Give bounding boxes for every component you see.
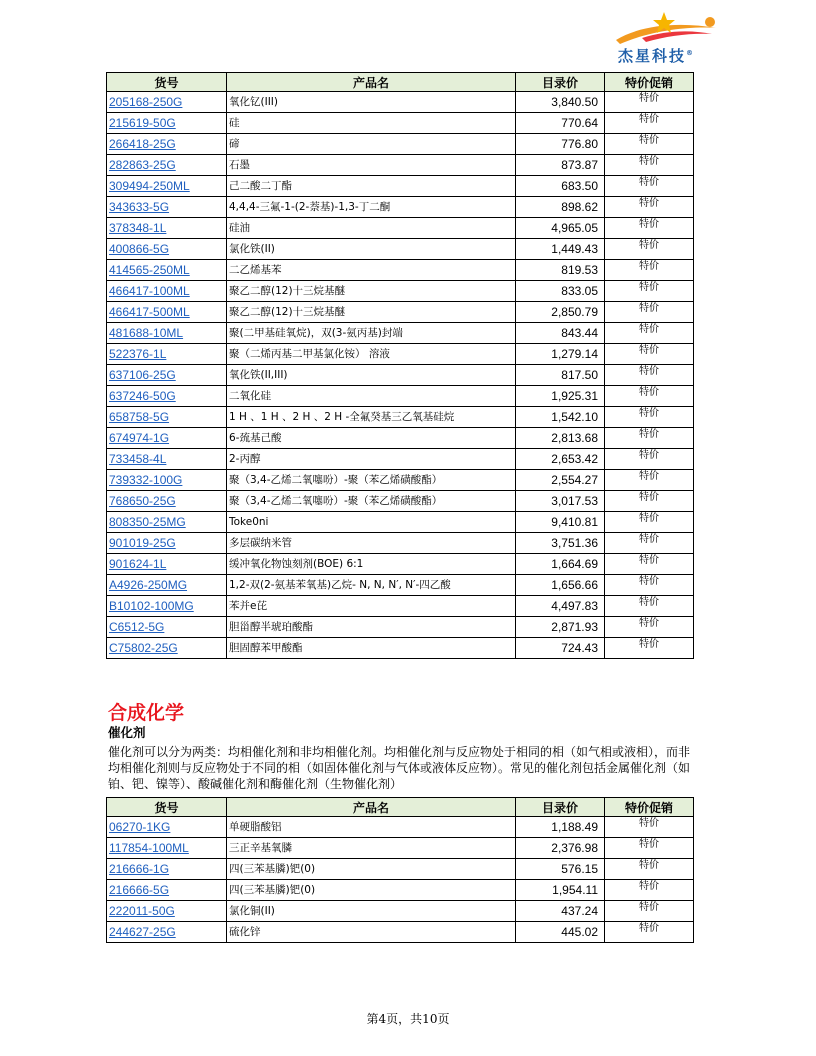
- product-code-link[interactable]: 117854-100ML: [107, 838, 227, 859]
- promo-label: 特价: [605, 176, 694, 197]
- product-code-link[interactable]: 658758-5G: [107, 407, 227, 428]
- table-row: [107, 859, 694, 880]
- product-code-link[interactable]: 309494-250ML: [107, 176, 227, 197]
- header-code: 货号: [107, 73, 227, 92]
- table-row: [107, 512, 694, 533]
- product-name: 二氧化硅: [227, 386, 516, 407]
- page-footer: 第4页，共10页: [366, 1012, 450, 1026]
- catalog-price: 819.53: [516, 260, 605, 281]
- header-price: 目录价: [516, 798, 605, 817]
- catalog-price: 4,965.05: [516, 218, 605, 239]
- catalog-price: 4,497.83: [516, 596, 605, 617]
- product-name: 碲: [227, 134, 516, 155]
- product-code-link[interactable]: 266418-25G: [107, 134, 227, 155]
- product-name: 硫化锌: [227, 922, 516, 943]
- table-row: [107, 239, 694, 260]
- promo-label: 特价: [605, 901, 694, 922]
- product-code-link[interactable]: 901019-25G: [107, 533, 227, 554]
- promo-label: 特价: [605, 470, 694, 491]
- product-code-link[interactable]: 637246-50G: [107, 386, 227, 407]
- product-name: 胆固醇苯甲酸酯: [227, 638, 516, 659]
- promo-label: 特价: [605, 155, 694, 176]
- promo-label: 特价: [605, 859, 694, 880]
- table-row: [107, 617, 694, 638]
- table-row: [107, 491, 694, 512]
- promo-label: 特价: [605, 239, 694, 260]
- table-row: [107, 533, 694, 554]
- product-name: Toke0ni: [227, 512, 516, 533]
- product-code-link[interactable]: 739332-100G: [107, 470, 227, 491]
- catalog-price: 843.44: [516, 323, 605, 344]
- table-row: [107, 155, 694, 176]
- product-name: 苯并e芘: [227, 596, 516, 617]
- product-name: 聚（3,4-乙烯二氧噻吩）-聚（苯乙烯磺酸酯）: [227, 491, 516, 512]
- section-subtitle: 催化剂: [108, 725, 146, 740]
- promo-label: 特价: [605, 113, 694, 134]
- catalog-price: 445.02: [516, 922, 605, 943]
- table-row: [107, 817, 694, 838]
- table-row: [107, 449, 694, 470]
- product-code-link[interactable]: 522376-1L: [107, 344, 227, 365]
- table-header-row: [107, 73, 694, 92]
- product-name: 四(三苯基膦)钯(0): [227, 859, 516, 880]
- catalog-price: 2,376.98: [516, 838, 605, 859]
- header-code: 货号: [107, 798, 227, 817]
- promo-label: 特价: [605, 596, 694, 617]
- catalog-price: 776.80: [516, 134, 605, 155]
- product-table: [106, 72, 694, 659]
- product-code-link[interactable]: 205168-250G: [107, 92, 227, 113]
- table-row: [107, 134, 694, 155]
- product-name: 硅油: [227, 218, 516, 239]
- catalog-price: 3,751.36: [516, 533, 605, 554]
- table-row: [107, 344, 694, 365]
- product-code-link[interactable]: 466417-500ML: [107, 302, 227, 323]
- catalog-price: 3,017.53: [516, 491, 605, 512]
- logo-swoosh-icon: [612, 10, 722, 50]
- catalog-price: 9,410.81: [516, 512, 605, 533]
- promo-label: 特价: [605, 617, 694, 638]
- product-code-link[interactable]: 06270-1KG: [107, 817, 227, 838]
- catalyst-table-body: [107, 817, 694, 943]
- product-code-link[interactable]: 216666-5G: [107, 880, 227, 901]
- header-promo: 特价促销: [605, 73, 694, 92]
- promo-label: 特价: [605, 533, 694, 554]
- product-code-link[interactable]: C75802-25G: [107, 638, 227, 659]
- promo-label: 特价: [605, 449, 694, 470]
- table-row: [107, 365, 694, 386]
- promo-label: 特价: [605, 922, 694, 943]
- product-code-link[interactable]: 378348-1L: [107, 218, 227, 239]
- table-row: [107, 218, 694, 239]
- product-name: 聚（二烯丙基二甲基氯化铵） 溶液: [227, 344, 516, 365]
- catalog-price: 1,664.69: [516, 554, 605, 575]
- brand-name: [618, 45, 728, 66]
- promo-label: 特价: [605, 407, 694, 428]
- table-row: [107, 302, 694, 323]
- product-code-link[interactable]: 343633-5G: [107, 197, 227, 218]
- product-code-link[interactable]: 901624-1L: [107, 554, 227, 575]
- section-description: 催化剂可以分为两类：均相催化剂和非均相催化剂。均相催化剂与反应物处于相同的相（如气相或液相），而非均相催化剂则与反应物处于不同的相（如固体催化剂与气体或液体反应物）。常见的催化剂包括金属催化剂（如铂、钯、镍等）、酸碱催化剂和酶催化剂（生物催化剂）: [108, 745, 691, 791]
- promo-label: 特价: [605, 218, 694, 239]
- catalog-price: 1,188.49: [516, 817, 605, 838]
- product-name: 聚乙二醇(12)十三烷基醚: [227, 281, 516, 302]
- product-code-link[interactable]: 216666-1G: [107, 859, 227, 880]
- product-name: 缓冲氧化物蚀刻剂(BOE) 6:1: [227, 554, 516, 575]
- registered-mark: ®: [686, 49, 696, 57]
- table-row: [107, 922, 694, 943]
- promo-label: 特价: [605, 428, 694, 449]
- promo-label: 特价: [605, 512, 694, 533]
- product-code-link[interactable]: 414565-250ML: [107, 260, 227, 281]
- product-code-link[interactable]: 637106-25G: [107, 365, 227, 386]
- table-row: [107, 596, 694, 617]
- catalog-price: 1,449.43: [516, 239, 605, 260]
- product-name: 6-巯基己酸: [227, 428, 516, 449]
- product-code-link[interactable]: 733458-4L: [107, 449, 227, 470]
- catalog-price: 2,871.93: [516, 617, 605, 638]
- promo-label: 特价: [605, 260, 694, 281]
- promo-label: 特价: [605, 880, 694, 901]
- catalog-price: 724.43: [516, 638, 605, 659]
- product-name: 二乙烯基苯: [227, 260, 516, 281]
- product-name: 聚（3,4-乙烯二氧噻吩）-聚（苯乙烯磺酸酯）: [227, 470, 516, 491]
- product-name: 胆甾醇半琥珀酸酯: [227, 617, 516, 638]
- table-row: [107, 92, 694, 113]
- product-code-link[interactable]: C6512-5G: [107, 617, 227, 638]
- product-name: 1,2-双(2-氨基苯氧基)乙烷- N, N, N′, N′-四乙酸: [227, 575, 516, 596]
- table-row: [107, 281, 694, 302]
- product-code-link[interactable]: B10102-100MG: [107, 596, 227, 617]
- table-header-row: [107, 798, 694, 817]
- product-code-link[interactable]: 674974-1G: [107, 428, 227, 449]
- table-row: [107, 260, 694, 281]
- product-code-link[interactable]: 466417-100ML: [107, 281, 227, 302]
- table-row: [107, 880, 694, 901]
- product-name: 氧化铁(II,III): [227, 365, 516, 386]
- promo-label: 特价: [605, 302, 694, 323]
- catalog-price: 576.15: [516, 859, 605, 880]
- table-row: [107, 197, 694, 218]
- catalog-price: 1,954.11: [516, 880, 605, 901]
- product-name: 单硬脂酸铝: [227, 817, 516, 838]
- promo-label: 特价: [605, 92, 694, 113]
- product-name: 硅: [227, 113, 516, 134]
- promo-label: 特价: [605, 365, 694, 386]
- product-name: 氯化铜(II): [227, 901, 516, 922]
- catalog-price: 833.05: [516, 281, 605, 302]
- brand-text: 杰星科技: [618, 47, 687, 65]
- catalog-price: 1,542.10: [516, 407, 605, 428]
- table-row: [107, 554, 694, 575]
- catalog-price: 683.50: [516, 176, 605, 197]
- catalog-price: 873.87: [516, 155, 605, 176]
- promo-label: 特价: [605, 638, 694, 659]
- catalog-price: 2,653.42: [516, 449, 605, 470]
- catalog-price: 1,925.31: [516, 386, 605, 407]
- catalog-price: 770.64: [516, 113, 605, 134]
- header-name: 产品名: [227, 73, 516, 92]
- product-code-link[interactable]: 244627-25G: [107, 922, 227, 943]
- header-price: 目录价: [516, 73, 605, 92]
- catalog-price: 2,554.27: [516, 470, 605, 491]
- product-code-link[interactable]: 808350-25MG: [107, 512, 227, 533]
- catalog-price: 3,840.50: [516, 92, 605, 113]
- promo-label: 特价: [605, 386, 694, 407]
- promo-label: 特价: [605, 554, 694, 575]
- product-name: 聚(二甲基硅氧烷)，双(3-氨丙基)封端: [227, 323, 516, 344]
- product-code-link[interactable]: 768650-25G: [107, 491, 227, 512]
- table-row: [107, 323, 694, 344]
- table-row: [107, 638, 694, 659]
- product-name: 氯化铁(II): [227, 239, 516, 260]
- product-name: 三正辛基氧膦: [227, 838, 516, 859]
- promo-label: 特价: [605, 838, 694, 859]
- table-row: [107, 176, 694, 197]
- promo-label: 特价: [605, 134, 694, 155]
- header-name: 产品名: [227, 798, 516, 817]
- promo-label: 特价: [605, 197, 694, 218]
- catalog-price: 1,656.66: [516, 575, 605, 596]
- product-name: 四(三苯基膦)钯(0): [227, 880, 516, 901]
- promo-label: 特价: [605, 344, 694, 365]
- product-name: 己二酸二丁酯: [227, 176, 516, 197]
- catalog-price: 898.62: [516, 197, 605, 218]
- product-code-link[interactable]: 400866-5G: [107, 239, 227, 260]
- promo-label: 特价: [605, 281, 694, 302]
- product-code-link[interactable]: 222011-50G: [107, 901, 227, 922]
- promo-label: 特价: [605, 491, 694, 512]
- table-row: [107, 470, 694, 491]
- product-name: 2-丙醇: [227, 449, 516, 470]
- product-name: 聚乙二醇(12)十三烷基醚: [227, 302, 516, 323]
- catalog-price: 2,850.79: [516, 302, 605, 323]
- promo-label: 特价: [605, 323, 694, 344]
- product-name: 石墨: [227, 155, 516, 176]
- table-row: [107, 113, 694, 134]
- product-name: 1 H 、1 H 、2 H 、2 H -全氟癸基三乙氧基硅烷: [227, 407, 516, 428]
- table-row: [107, 407, 694, 428]
- catalog-price: 437.24: [516, 901, 605, 922]
- product-name: 氧化钇(III): [227, 92, 516, 113]
- product-name: 多层碳纳米管: [227, 533, 516, 554]
- product-code-link[interactable]: 481688-10ML: [107, 323, 227, 344]
- catalog-price: 817.50: [516, 365, 605, 386]
- catalog-price: 2,813.68: [516, 428, 605, 449]
- table-row: [107, 901, 694, 922]
- product-code-link[interactable]: 215619-50G: [107, 113, 227, 134]
- table-row: [107, 428, 694, 449]
- section-title: 合成化学: [108, 702, 185, 724]
- table-row: [107, 838, 694, 859]
- catalog-price: 1,279.14: [516, 344, 605, 365]
- promo-label: 特价: [605, 817, 694, 838]
- product-code-link[interactable]: 282863-25G: [107, 155, 227, 176]
- table-row: [107, 575, 694, 596]
- product-code-link[interactable]: A4926-250MG: [107, 575, 227, 596]
- product-name: 4,4,4-三氟-1-(2-萘基)-1,3-丁二酮: [227, 197, 516, 218]
- table-row: [107, 386, 694, 407]
- promo-label: 特价: [605, 575, 694, 596]
- product-table-body: [107, 92, 694, 659]
- header-promo: 特价促销: [605, 798, 694, 817]
- catalyst-table: [106, 797, 694, 943]
